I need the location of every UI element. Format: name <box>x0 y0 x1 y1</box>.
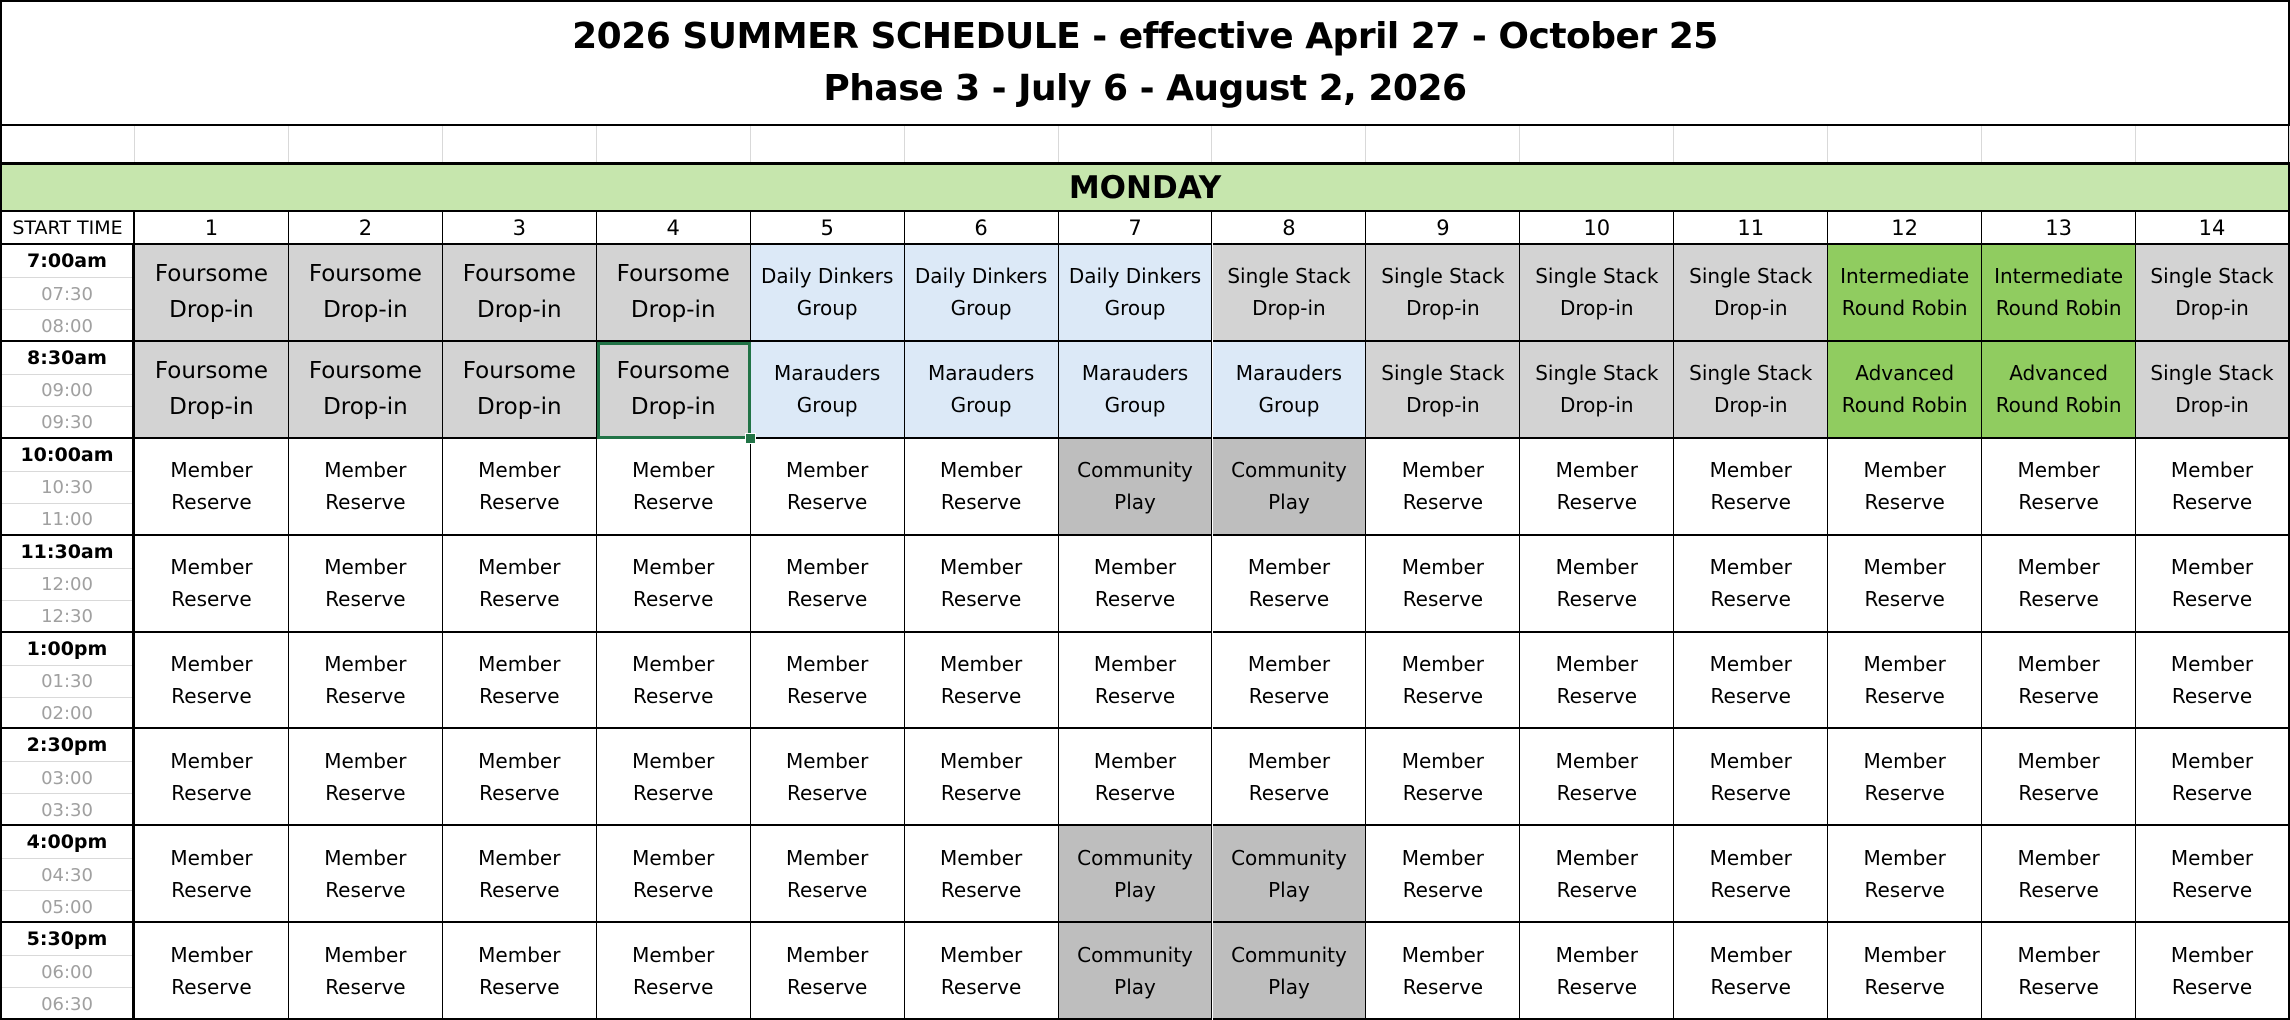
schedule-cell[interactable]: Member Reserve <box>905 826 1059 923</box>
schedule-cell[interactable]: Member Reserve <box>2136 729 2290 826</box>
schedule-cell[interactable]: Member Reserve <box>1674 536 1828 633</box>
time-slot-sub: 06:30 <box>2 987 132 1020</box>
schedule-cell[interactable]: Member Reserve <box>1520 826 1674 923</box>
schedule-cell[interactable]: Marauders Group <box>905 342 1059 439</box>
blank-cell[interactable] <box>1059 126 1213 162</box>
schedule-cell[interactable]: Foursome Drop-in <box>135 245 289 342</box>
schedule-cell[interactable]: Member Reserve <box>443 439 597 536</box>
schedule-cell[interactable]: Foursome Drop-in <box>597 245 751 342</box>
schedule-cell[interactable]: Member Reserve <box>1828 729 1982 826</box>
blank-cell[interactable] <box>135 126 289 162</box>
schedule-cell[interactable]: Single Stack Drop-in <box>1213 245 1367 342</box>
schedule-cell[interactable]: Member Reserve <box>597 439 751 536</box>
schedule-cell[interactable]: Member Reserve <box>1828 439 1982 536</box>
time-slot[interactable] <box>0 633 135 730</box>
schedule-cell[interactable]: Member Reserve <box>905 439 1059 536</box>
schedule-cell[interactable]: Member Reserve <box>1366 633 1520 730</box>
blank-cell[interactable] <box>905 126 1059 162</box>
schedule-cell[interactable]: Foursome Drop-in <box>443 342 597 439</box>
schedule-cell[interactable]: Member Reserve <box>443 826 597 923</box>
court-header-3[interactable]: 3 <box>443 212 597 245</box>
schedule-cell[interactable]: Community Play <box>1213 439 1367 536</box>
schedule-cell[interactable]: Member Reserve <box>751 439 905 536</box>
court-header-1[interactable]: 1 <box>135 212 289 245</box>
schedule-cell[interactable]: Member Reserve <box>1059 729 1213 826</box>
time-slot-start: 1:00pm <box>26 637 108 660</box>
time-slot[interactable] <box>0 536 135 633</box>
court-header-7[interactable]: 7 <box>1059 212 1213 245</box>
schedule-cell[interactable]: Marauders Group <box>1059 342 1213 439</box>
schedule-cell[interactable]: Daily Dinkers Group <box>905 245 1059 342</box>
time-slot-start: 8:30am <box>27 346 107 369</box>
time-slot-sub: 05:00 <box>2 890 132 923</box>
schedule-cell[interactable]: Member Reserve <box>905 536 1059 633</box>
schedule-cell[interactable]: Member Reserve <box>751 826 905 923</box>
schedule-cell[interactable]: Member Reserve <box>1366 826 1520 923</box>
schedule-cell[interactable]: Member Reserve <box>443 729 597 826</box>
time-slot-sub: 03:30 <box>2 793 132 826</box>
time-slot-sub: 11:00 <box>2 503 132 536</box>
blank-cell[interactable] <box>1520 126 1674 162</box>
schedule-cell[interactable]: Member Reserve <box>1982 826 2136 923</box>
schedule-cell[interactable]: Member Reserve <box>135 923 289 1020</box>
schedule-cell[interactable]: Member Reserve <box>289 826 443 923</box>
schedule-cell[interactable]: Single Stack Drop-in <box>1520 342 1674 439</box>
schedule-cell[interactable]: Member Reserve <box>1674 729 1828 826</box>
schedule-cell[interactable]: Member Reserve <box>751 923 905 1020</box>
blank-cell[interactable] <box>1828 126 1982 162</box>
start-time-header[interactable]: START TIME <box>0 212 135 245</box>
time-slot[interactable] <box>0 245 135 342</box>
schedule-cell[interactable]: Member Reserve <box>1520 536 1674 633</box>
time-slot-sub: 03:00 <box>2 761 132 794</box>
schedule-cell[interactable]: Member Reserve <box>1982 729 2136 826</box>
time-slot-sub: 01:30 <box>2 665 132 698</box>
schedule-cell[interactable]: Member Reserve <box>597 633 751 730</box>
time-slot-sub: 02:00 <box>2 697 132 730</box>
blank-cell[interactable] <box>2 126 135 162</box>
blank-cell[interactable] <box>1366 126 1520 162</box>
schedule-cell[interactable]: Member Reserve <box>289 536 443 633</box>
court-header-13[interactable]: 13 <box>1982 212 2136 245</box>
schedule-cell[interactable]: Member Reserve <box>1982 923 2136 1020</box>
schedule-cell[interactable]: Member Reserve <box>2136 633 2290 730</box>
schedule-cell[interactable]: Member Reserve <box>443 633 597 730</box>
schedule-cell[interactable]: Single Stack Drop-in <box>1366 245 1520 342</box>
time-slot-sub: 12:30 <box>2 600 132 633</box>
day-header[interactable]: MONDAY <box>0 162 2290 212</box>
time-slot-sub: 04:30 <box>2 858 132 891</box>
blank-spacer-row[interactable] <box>0 126 2290 162</box>
blank-cell[interactable] <box>1674 126 1828 162</box>
schedule-cell[interactable]: Member Reserve <box>905 729 1059 826</box>
schedule-cell[interactable]: Member Reserve <box>1366 729 1520 826</box>
time-slot-start: 5:30pm <box>26 928 108 951</box>
schedule-cell[interactable]: Member Reserve <box>1520 439 1674 536</box>
schedule-cell[interactable]: Member Reserve <box>1982 633 2136 730</box>
schedule-cell[interactable]: Member Reserve <box>2136 826 2290 923</box>
schedule-cell[interactable]: Member Reserve <box>135 729 289 826</box>
time-slot-start: 7:00am <box>27 250 107 272</box>
court-header-8[interactable]: 8 <box>1213 212 1367 245</box>
time-slot-sub: 09:00 <box>2 374 132 407</box>
schedule-cell[interactable]: Foursome Drop-in <box>135 342 289 439</box>
schedule-cell[interactable]: Member Reserve <box>1059 633 1213 730</box>
schedule-cell[interactable]: Member Reserve <box>1828 633 1982 730</box>
blank-cell[interactable] <box>1982 126 2136 162</box>
court-header-2[interactable]: 2 <box>289 212 443 245</box>
schedule-cell[interactable]: Member Reserve <box>135 633 289 730</box>
schedule-cell[interactable]: Intermediate Round Robin <box>1828 245 1982 342</box>
schedule-cell[interactable]: Single Stack Drop-in <box>1674 245 1828 342</box>
court-header-4[interactable]: 4 <box>597 212 751 245</box>
schedule-cell[interactable]: Member Reserve <box>597 729 751 826</box>
blank-cell[interactable] <box>597 126 751 162</box>
schedule-cell[interactable]: Marauders Group <box>1213 342 1367 439</box>
schedule-cell[interactable]: Member Reserve <box>1520 633 1674 730</box>
time-slot[interactable] <box>0 923 135 1020</box>
court-header-5[interactable]: 5 <box>751 212 905 245</box>
schedule-cell[interactable]: Advanced Round Robin <box>1828 342 1982 439</box>
schedule-cell[interactable]: Community Play <box>1213 826 1367 923</box>
blank-cell[interactable] <box>443 126 597 162</box>
schedule-cell[interactable]: Member Reserve <box>1674 923 1828 1020</box>
time-slot-sub: 12:00 <box>2 568 132 601</box>
schedule-cell[interactable]: Single Stack Drop-in <box>1674 342 1828 439</box>
time-slot-sub: 09:30 <box>2 406 132 439</box>
schedule-cell[interactable]: Member Reserve <box>1674 633 1828 730</box>
schedule-cell[interactable]: Foursome Drop-in <box>289 342 443 439</box>
schedule-cell[interactable]: Member Reserve <box>1520 729 1674 826</box>
schedule-cell[interactable]: Member Reserve <box>1520 923 1674 1020</box>
blank-cell[interactable] <box>1213 126 1367 162</box>
schedule-cell[interactable]: Member Reserve <box>289 923 443 1020</box>
schedule-cell[interactable]: Member Reserve <box>1828 826 1982 923</box>
schedule-cell[interactable]: Member Reserve <box>1213 729 1367 826</box>
schedule-cell[interactable]: Member Reserve <box>751 536 905 633</box>
schedule-cell[interactable]: Member Reserve <box>2136 923 2290 1020</box>
schedule-cell[interactable]: Member Reserve <box>1674 439 1828 536</box>
court-header-9[interactable]: 9 <box>1366 212 1520 245</box>
time-slot-sub: 06:00 <box>2 955 132 988</box>
schedule-cell[interactable]: Member Reserve <box>1982 536 2136 633</box>
schedule-cell[interactable]: Member Reserve <box>135 439 289 536</box>
time-slot-start: 10:00am <box>20 443 114 466</box>
schedule-cell[interactable]: Member Reserve <box>1828 536 1982 633</box>
time-slot-start: 11:30am <box>20 540 114 563</box>
schedule-cell[interactable]: Daily Dinkers Group <box>751 245 905 342</box>
schedule-cell[interactable]: Member Reserve <box>289 633 443 730</box>
schedule-cell[interactable]: Community Play <box>1059 826 1213 923</box>
time-slot-sub: 07:30 <box>2 277 132 310</box>
schedule-cell[interactable]: Foursome Drop-in <box>443 245 597 342</box>
schedule-cell[interactable]: Member Reserve <box>289 439 443 536</box>
schedule-cell[interactable]: Member Reserve <box>135 536 289 633</box>
schedule-cell[interactable]: Member Reserve <box>1982 439 2136 536</box>
blank-cell[interactable] <box>751 126 905 162</box>
title-banner[interactable] <box>0 0 2290 126</box>
schedule-cell[interactable]: Member Reserve <box>2136 536 2290 633</box>
court-header-10[interactable]: 10 <box>1520 212 1674 245</box>
schedule-cell[interactable]: Member Reserve <box>1366 439 1520 536</box>
schedule-cell[interactable]: Member Reserve <box>597 826 751 923</box>
schedule-cell[interactable]: Single Stack Drop-in <box>2136 342 2290 439</box>
schedule-cell[interactable]: Member Reserve <box>597 536 751 633</box>
schedule-cell[interactable]: Member Reserve <box>1213 536 1367 633</box>
schedule-cell[interactable]: Intermediate Round Robin <box>1982 245 2136 342</box>
schedule-cell[interactable]: Member Reserve <box>1674 826 1828 923</box>
time-slot[interactable] <box>0 342 135 439</box>
schedule-cell[interactable]: Advanced Round Robin <box>1982 342 2136 439</box>
schedule-title: 2026 SUMMER SCHEDULE - effective April 27 - October 25 <box>572 16 1718 57</box>
schedule-cell[interactable]: Member Reserve <box>751 729 905 826</box>
schedule-cell[interactable]: Foursome Drop-in <box>289 245 443 342</box>
schedule-cell[interactable]: Member Reserve <box>905 633 1059 730</box>
schedule-cell[interactable]: Foursome Drop-in <box>597 342 751 439</box>
schedule-cell[interactable]: Member Reserve <box>751 633 905 730</box>
schedule-cell[interactable]: Member Reserve <box>905 923 1059 1020</box>
schedule-cell[interactable]: Member Reserve <box>135 826 289 923</box>
schedule-cell[interactable]: Member Reserve <box>2136 439 2290 536</box>
schedule-cell[interactable]: Community Play <box>1059 923 1213 1020</box>
schedule-cell[interactable]: Member Reserve <box>1213 633 1367 730</box>
schedule-cell[interactable]: Member Reserve <box>443 923 597 1020</box>
schedule-cell[interactable]: Member Reserve <box>1366 536 1520 633</box>
schedule-cell[interactable]: Single Stack Drop-in <box>2136 245 2290 342</box>
court-header-14[interactable]: 14 <box>2136 212 2290 245</box>
blank-cell[interactable] <box>2136 126 2290 162</box>
schedule-cell[interactable]: Member Reserve <box>1059 536 1213 633</box>
schedule-cell[interactable]: Daily Dinkers Group <box>1059 245 1213 342</box>
schedule-cell[interactable]: Community Play <box>1059 439 1213 536</box>
time-slot-sub: 10:30 <box>2 471 132 504</box>
schedule-cell[interactable]: Single Stack Drop-in <box>1366 342 1520 439</box>
schedule-cell[interactable]: Member Reserve <box>289 729 443 826</box>
time-slot-start: 2:30pm <box>26 734 108 757</box>
fill-handle[interactable] <box>745 433 756 444</box>
schedule-cell[interactable]: Community Play <box>1213 923 1367 1020</box>
time-slot[interactable] <box>0 826 135 923</box>
court-header-6[interactable]: 6 <box>905 212 1059 245</box>
schedule-cell[interactable]: Member Reserve <box>1828 923 1982 1020</box>
blank-cell[interactable] <box>289 126 443 162</box>
court-header-12[interactable]: 12 <box>1828 212 1982 245</box>
schedule-cell[interactable]: Marauders Group <box>751 342 905 439</box>
time-slot[interactable] <box>0 439 135 536</box>
schedule-subtitle: Phase 3 - July 6 - August 2, 2026 <box>823 68 1467 109</box>
time-slot-sub: 08:00 <box>2 309 132 342</box>
schedule-cell[interactable]: Member Reserve <box>1366 923 1520 1020</box>
schedule-cell[interactable]: Member Reserve <box>443 536 597 633</box>
time-slot-start: 4:00pm <box>26 831 108 854</box>
schedule-cell[interactable]: Member Reserve <box>597 923 751 1020</box>
time-slot[interactable] <box>0 729 135 826</box>
court-header-11[interactable]: 11 <box>1674 212 1828 245</box>
schedule-cell[interactable]: Single Stack Drop-in <box>1520 245 1674 342</box>
